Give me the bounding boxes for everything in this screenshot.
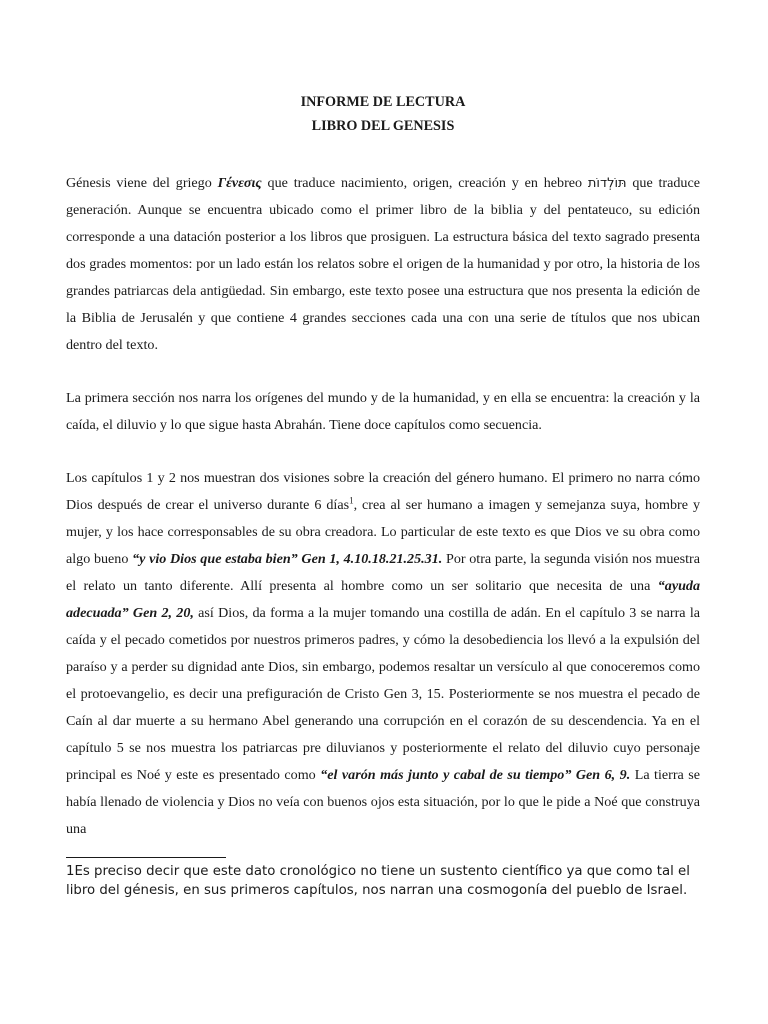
- text-run: , crea al ser humano a imagen y semejanza suya, hombre y mujer, y los hace corresponsables de su obra creadora. Lo particular de este texto es que Dios ve su obra como algo bueno: [66, 497, 700, 567]
- text-run: que traduce nacimiento, origen, creación y en hebreo: [261, 175, 588, 191]
- footnote-text: 1Es preciso decir que este dato cronológico no tiene un sustento científico ya que como tal el libro del génesis, en sus primeros capítulos, nos narran una cosmogonía del pueblo de Israel.: [66, 864, 690, 898]
- footnote-reference[interactable]: 1: [349, 495, 354, 506]
- footnote-separator: [66, 857, 226, 858]
- hebrew-word: תּוֹלְדוֹת: [587, 176, 627, 191]
- paragraph-chapters: [66, 465, 700, 843]
- text-run: Génesis viene del griego: [66, 175, 218, 191]
- document-title: INFORME DE LECTURA: [300, 94, 466, 110]
- quote-gen-2: “ayuda adecuada” Gen 2, 20,: [66, 578, 700, 621]
- paragraph-intro: [66, 170, 700, 359]
- quote-gen-6: “el varón más junto y cabal de su tiempo” Gen 6, 9.: [320, 767, 631, 783]
- text-run: así Dios, da forma a la mujer tomando una costilla de adán. En el capítulo 3 se narra la caída y el pecado cometidos por nuestros primeros padres, y cómo la desobediencia los llevó a la expulsión del paraíso y a perder su dignidad ante Dios, sin embargo, podemos resaltar un versículo al que conoceremos como el protoevangelio, es decir una prefiguración de Cristo Gen 3, 15. Posteriormente se nos muestra el pecado de Caín al dar muerte a su hermano Abel generando una corrupción en el corazón de su descendencia. Ya en el capítulo 5 se nos muestra los patriarcas pre diluvianos y posteriormente el relato del diluvio cuyo personaje principal es Noé y este es presentado como: [66, 605, 700, 783]
- text-run: que traduce generación. Aunque se encuentra ubicado como el primer libro de la biblia y del pentateuco, su edición corresponde a una datación posterior a los libros que prosiguen. La estructura básica del texto sagrado presenta dos grades momentos: por un lado están los relatos sobre el origen de la humanidad y por otro, la historia de los grandes patriarcas dela antigüedad. Sin embargo, este texto posee una estructura que nos presenta la edición de la Biblia de Jerusalén y que contiene 4 grandes secciones cada una con una serie de títulos que nos ubican dentro del texto.: [66, 175, 700, 353]
- text-run: Los capítulos 1 y 2 nos muestran dos visiones sobre la creación del género humano. El primero no narra cómo Dios después de crear el universo durante 6 días: [66, 470, 700, 513]
- document-page: [66, 92, 700, 843]
- document-subtitle: LIBRO DEL GENESIS: [311, 118, 455, 134]
- quote-gen-1: “y vio Dios que estaba bien” Gen 1, 4.10.18.21.25.31.: [132, 551, 443, 567]
- text-run: La tierra se había llenado de violencia y Dios no veía con buenos ojos esta situación, por lo que le pide a Noé que construya una: [66, 767, 701, 837]
- text-run: Por otra parte, la segunda visión nos muestra el relato un tanto diferente. Allí presenta al hombre como un ser solitario que necesita de una: [66, 551, 700, 594]
- paragraph-first-section: La primera sección nos narra los orígenes del mundo y de la humanidad, y en ella se encuentra: la creación y la caída, el diluvio y lo que sigue hasta Abrahán. Tiene doce capítulos como secuencia.: [66, 390, 700, 433]
- greek-word: Γένεσις: [217, 175, 262, 191]
